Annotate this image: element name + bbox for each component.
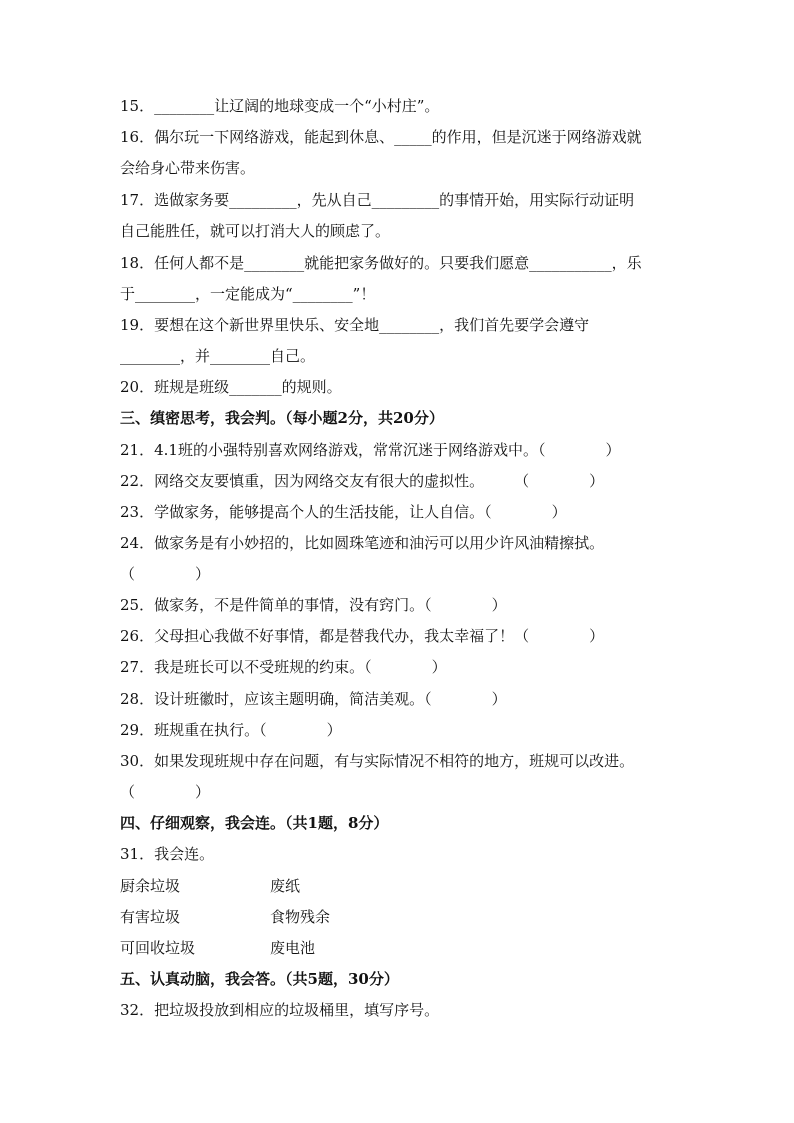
match-right-2: 食物残余 (270, 908, 331, 926)
question-26: 26．父母担心我做不好事情，都是替我代办，我太幸福了！（ ） (120, 627, 605, 645)
question-28: 28．设计班徽时，应该主题明确，简洁美观。（ ） (120, 690, 507, 708)
question-30-answer: （ ） (120, 783, 211, 801)
match-left-1: 厨余垃圾 (120, 877, 181, 895)
question-17-cont: 自己能胜任，就可以打消大人的顾虑了。 (120, 222, 391, 240)
question-24: 24．做家务是有小妙招的，比如圆珠笔迹和油污可以用少许风油精擦拭。 (120, 534, 605, 552)
section-3-title: 三、缜密思考，我会判。（每小题2分，共20分） (120, 409, 444, 427)
question-17: 17．选做家务要_________，先从自己_________的事情开始，用实际行动证明 (120, 191, 635, 209)
question-15: 15．________让辽阔的地球变成一个“小村庄”。 (120, 97, 440, 115)
match-right-1: 废纸 (270, 877, 301, 895)
question-18: 18．任何人都不是________就能把家务做好的。只要我们愿意___________，乐 (120, 254, 642, 272)
question-16-cont: 会给身心带来伤害。 (120, 159, 256, 177)
question-22: 22．网络交友要慎重，因为网络交友有很大的虚拟性。 （ ） (120, 472, 605, 490)
match-left-2: 有害垃圾 (120, 908, 181, 926)
question-19-cont: ________，并________自己。 (120, 347, 316, 365)
question-18-cont: 于________，一定能成为“________”！ (120, 285, 376, 303)
match-left-3: 可回收垃圾 (120, 939, 196, 957)
question-24-answer: （ ） (120, 565, 211, 583)
section-5-title: 五、认真动脑，我会答。（共5题，30分） (120, 970, 399, 988)
section-4-title: 四、仔细观察，我会连。（共1题，8分） (120, 814, 389, 832)
question-20: 20．班规是班级_______的规则。 (120, 378, 342, 396)
question-29: 29．班规重在执行。（ ） (120, 721, 342, 739)
question-32: 32．把垃圾投放到相应的垃圾桶里，填写序号。 (120, 1001, 440, 1019)
question-23: 23．学做家务，能够提高个人的生活技能，让人自信。（ ） (120, 503, 567, 521)
question-16: 16．偶尔玩一下网络游戏，能起到休息、_____的作用，但是沉迷于网络游戏就 (120, 128, 642, 146)
question-31: 31．我会连。 (120, 845, 215, 863)
question-27: 27．我是班长可以不受班规的约束。（ ） (120, 658, 447, 676)
match-right-3: 废电池 (270, 939, 316, 957)
question-30: 30．如果发现班规中存在问题，有与实际情况不相符的地方，班规可以改进。 (120, 752, 635, 770)
question-21: 21．4.1班的小强特别喜欢网络游戏，常常沉迷于网络游戏中。（ ） (120, 441, 621, 459)
question-25: 25．做家务，不是件简单的事情，没有窍门。（ ） (120, 596, 507, 614)
question-19: 19．要想在这个新世界里快乐、安全地________，我们首先要学会遵守 (120, 316, 590, 334)
